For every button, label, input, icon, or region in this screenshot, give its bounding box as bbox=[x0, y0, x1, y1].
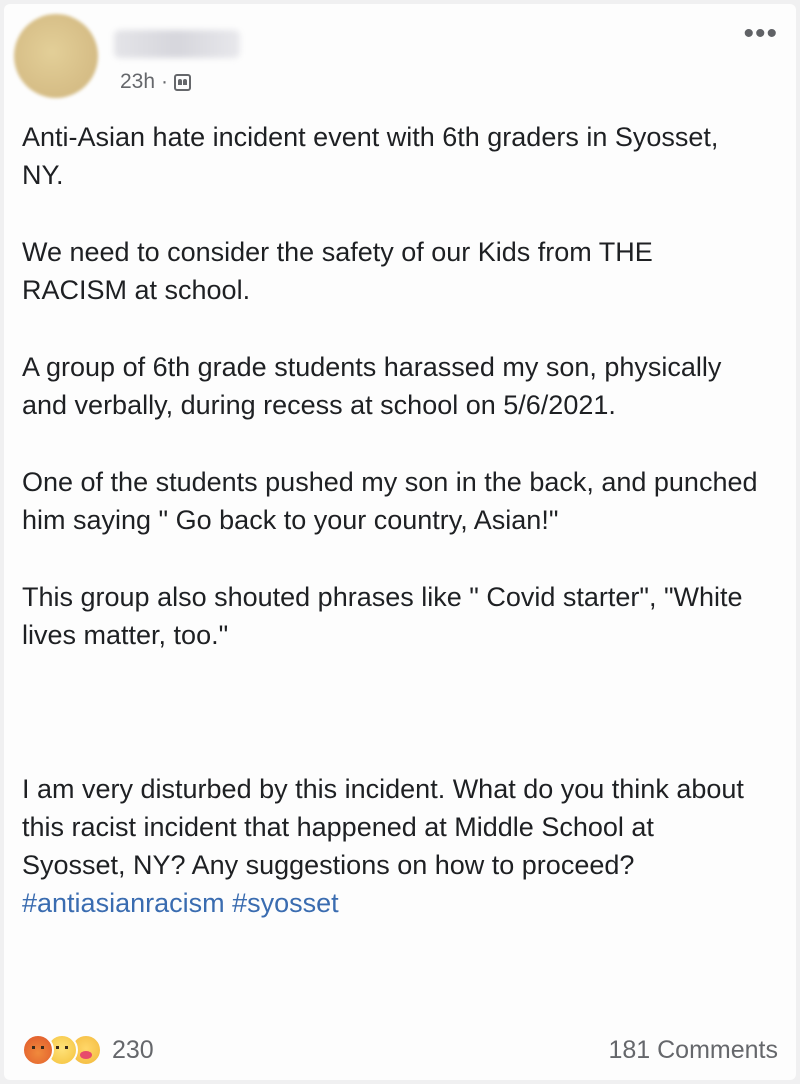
hashtag-link[interactable]: #antiasianracism bbox=[22, 888, 225, 918]
post-paragraph: Anti-Asian hate incident event with 6th graders in Syosset, NY. bbox=[22, 122, 719, 190]
author-name-blurred[interactable] bbox=[114, 30, 240, 58]
more-options-button[interactable]: ••• bbox=[743, 17, 778, 50]
post-paragraph: We need to consider the safety of our Kids from THE RACISM at school. bbox=[22, 237, 653, 305]
hashtag-link[interactable]: #syosset bbox=[232, 888, 339, 918]
post-timestamp[interactable]: 23h bbox=[120, 70, 156, 93]
hashtag-row bbox=[22, 884, 762, 922]
reactions-summary[interactable] bbox=[22, 1034, 154, 1066]
angry-reaction-icon bbox=[22, 1034, 54, 1066]
comments-count-link[interactable]: 181 Comments bbox=[608, 1035, 778, 1064]
post-card bbox=[4, 4, 796, 1080]
meta-separator: · bbox=[161, 70, 169, 93]
post-paragraph: One of the students pushed my son in the back, and punched him saying " Go back to your country, Asian!" bbox=[22, 467, 758, 535]
post-body bbox=[22, 118, 762, 922]
post-footer bbox=[22, 1032, 778, 1068]
avatar[interactable] bbox=[14, 14, 98, 98]
post-paragraph: I am very disturbed by this incident. What do you think about this racist incident that happened at Middle School at Syosset, NY? Any suggestions on how to proceed? bbox=[22, 774, 744, 880]
post-meta bbox=[120, 70, 191, 94]
post-paragraph: A group of 6th grade students harassed my son, physically and verbally, during recess at school on 5/6/2021. bbox=[22, 352, 722, 420]
post-paragraph: This group also shouted phrases like " Covid starter", "White lives matter, too." bbox=[22, 582, 743, 650]
reaction-count[interactable]: 230 bbox=[112, 1035, 154, 1064]
group-audience-icon[interactable] bbox=[174, 74, 191, 91]
